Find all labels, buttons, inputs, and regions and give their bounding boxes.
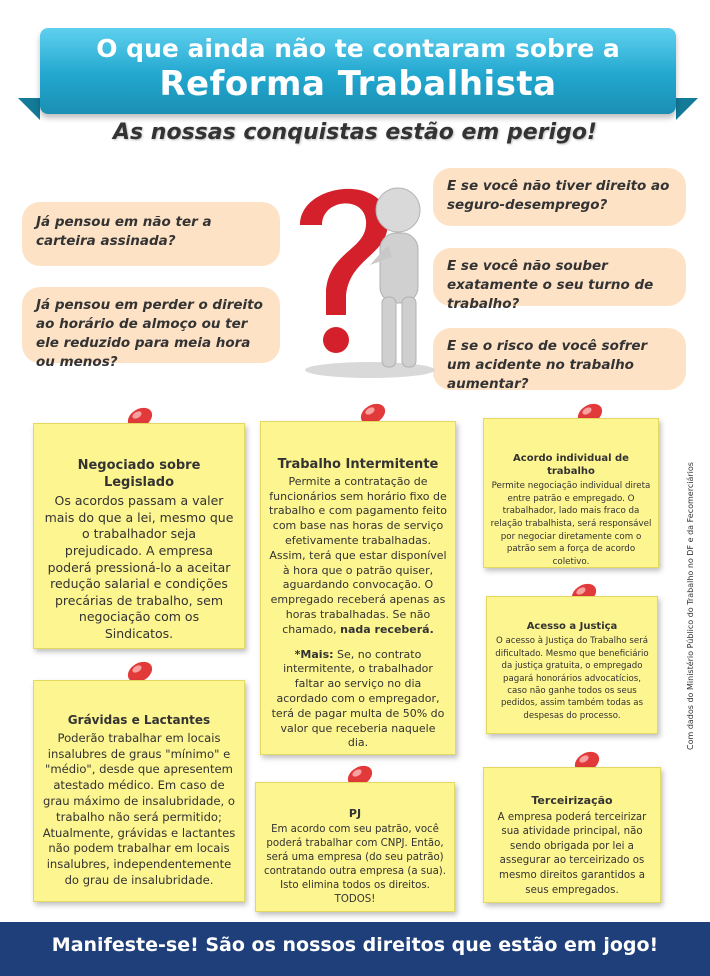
- title-line-2: Reforma Trabalhista: [159, 64, 557, 104]
- note-body-2-emphasis: nada receberá.: [340, 622, 434, 636]
- note-body: Permite negociação individual direta entre patrão e empregado. O trabalhador, lado mais fraco da relação trabalhista, será responsável por negociar diretamente com o patrão sem a força de acordo coletivo.: [490, 481, 652, 567]
- note-body: Em acordo com seu patrão, você poderá trabalhar com CNPJ. Então, será uma empresa (do seu patrão) contratando outra empresa (a sua). Isto elimina todos os direitos. TODOS!: [263, 824, 447, 905]
- note-pj: [255, 782, 455, 912]
- question-acidente: E se o risco de você sofrer um acidente no trabalho aumentar?: [433, 328, 686, 390]
- note-title: Acesso a Justiça: [526, 621, 618, 632]
- banner-fold-right: [676, 98, 698, 120]
- question-carteira: Já pensou em não ter a carteira assinada?: [22, 202, 280, 266]
- question-almoco: Já pensou em perder o direito ao horário de almoço ou ter ele reduzido para meia hora ou menos?: [22, 287, 280, 363]
- note-title: Negociado sobre Legislado: [77, 458, 201, 490]
- source-note-text: Com dados do Ministério Público do Trabalho no DF e da Fecomerciários: [686, 462, 695, 750]
- note-body-2-text: Assim, terá que estar disponível à hora que o patrão quiser, aguardando convocação. O empregado receberá apenas as horas trabalhadas. Se não chamado,: [269, 548, 447, 636]
- note-body: O acesso à Justiça do Trabalho será dificultado. Mesmo que beneficiário da justiça gratuita, o empregado pagará honorários advocatícios, caso não ganhe todos os seus pedidos, assim também todas as despesas do processo.: [495, 636, 649, 721]
- footer-banner: Manifeste-se! São os nossos direitos que estão em jogo!: [0, 922, 710, 976]
- note-terceirizacao: [483, 767, 661, 903]
- note-acordo: [483, 418, 659, 568]
- note-gravidas: [33, 680, 245, 902]
- note-intermitente: [260, 421, 456, 755]
- note-extra: [269, 648, 447, 752]
- note-extra-text: Se, no contrato intermitente, o trabalhador faltar ao serviço no dia acordado com o empregador, terá de pagar multa de 50% do valor que receberia naquele dia.: [271, 647, 445, 750]
- note-body: Os acordos passam a valer mais do que a lei, mesmo que o trabalhador seja prejudicado. A empresa poderá pressioná-lo a aceitar redução salarial e condições precárias de trabalho, sem negociação com os Sindicatos.: [44, 493, 234, 641]
- note-body: A empresa poderá terceirizar sua atividade principal, não sendo obrigada por lei a assegurar ao terceirizado os mesmo direitos garantidos a seus empregados.: [497, 811, 647, 896]
- note-body-2: [269, 549, 447, 638]
- note-body: Poderão trabalhar em locais insalubres de graus "mínimo" e "médio", desde que apresentem atestado médico. Em caso de grau máximo de insalubridade, o trabalho não será permitido; Atualmente, grávidas e lactantes não podem trabalhar em locais insalubres, independentemente do grau de insalubridade.: [42, 730, 236, 887]
- subtitle: As nossas conquistas estão em perigo!: [113, 120, 597, 145]
- question-seguro: E se você não tiver direito ao seguro-desemprego?: [433, 168, 686, 226]
- note-title: Acordo individual de trabalho: [513, 453, 629, 477]
- note-title: PJ: [348, 807, 362, 820]
- note-title: Terceirização: [531, 794, 613, 807]
- note-title: Trabalho Intermitente: [277, 457, 439, 472]
- title-line-1: O que ainda não te contaram sobre a: [96, 34, 620, 63]
- note-negociado: [33, 423, 245, 649]
- note-body: Permite a contratação de funcionários sem horário fixo de trabalho e com pagamento feito com base nas horas de serviço efetivamente trabalhadas.: [269, 474, 447, 547]
- banner-fold-left: [18, 98, 40, 120]
- question-mark-figure: [280, 165, 440, 380]
- source-note: [682, 462, 702, 750]
- note-title: Grávidas e Lactantes: [67, 713, 211, 727]
- note-extra-label: *Mais:: [294, 647, 334, 661]
- question-turno: E se você não souber exatamente o seu turno de trabalho?: [433, 248, 686, 306]
- note-justica: [486, 596, 658, 734]
